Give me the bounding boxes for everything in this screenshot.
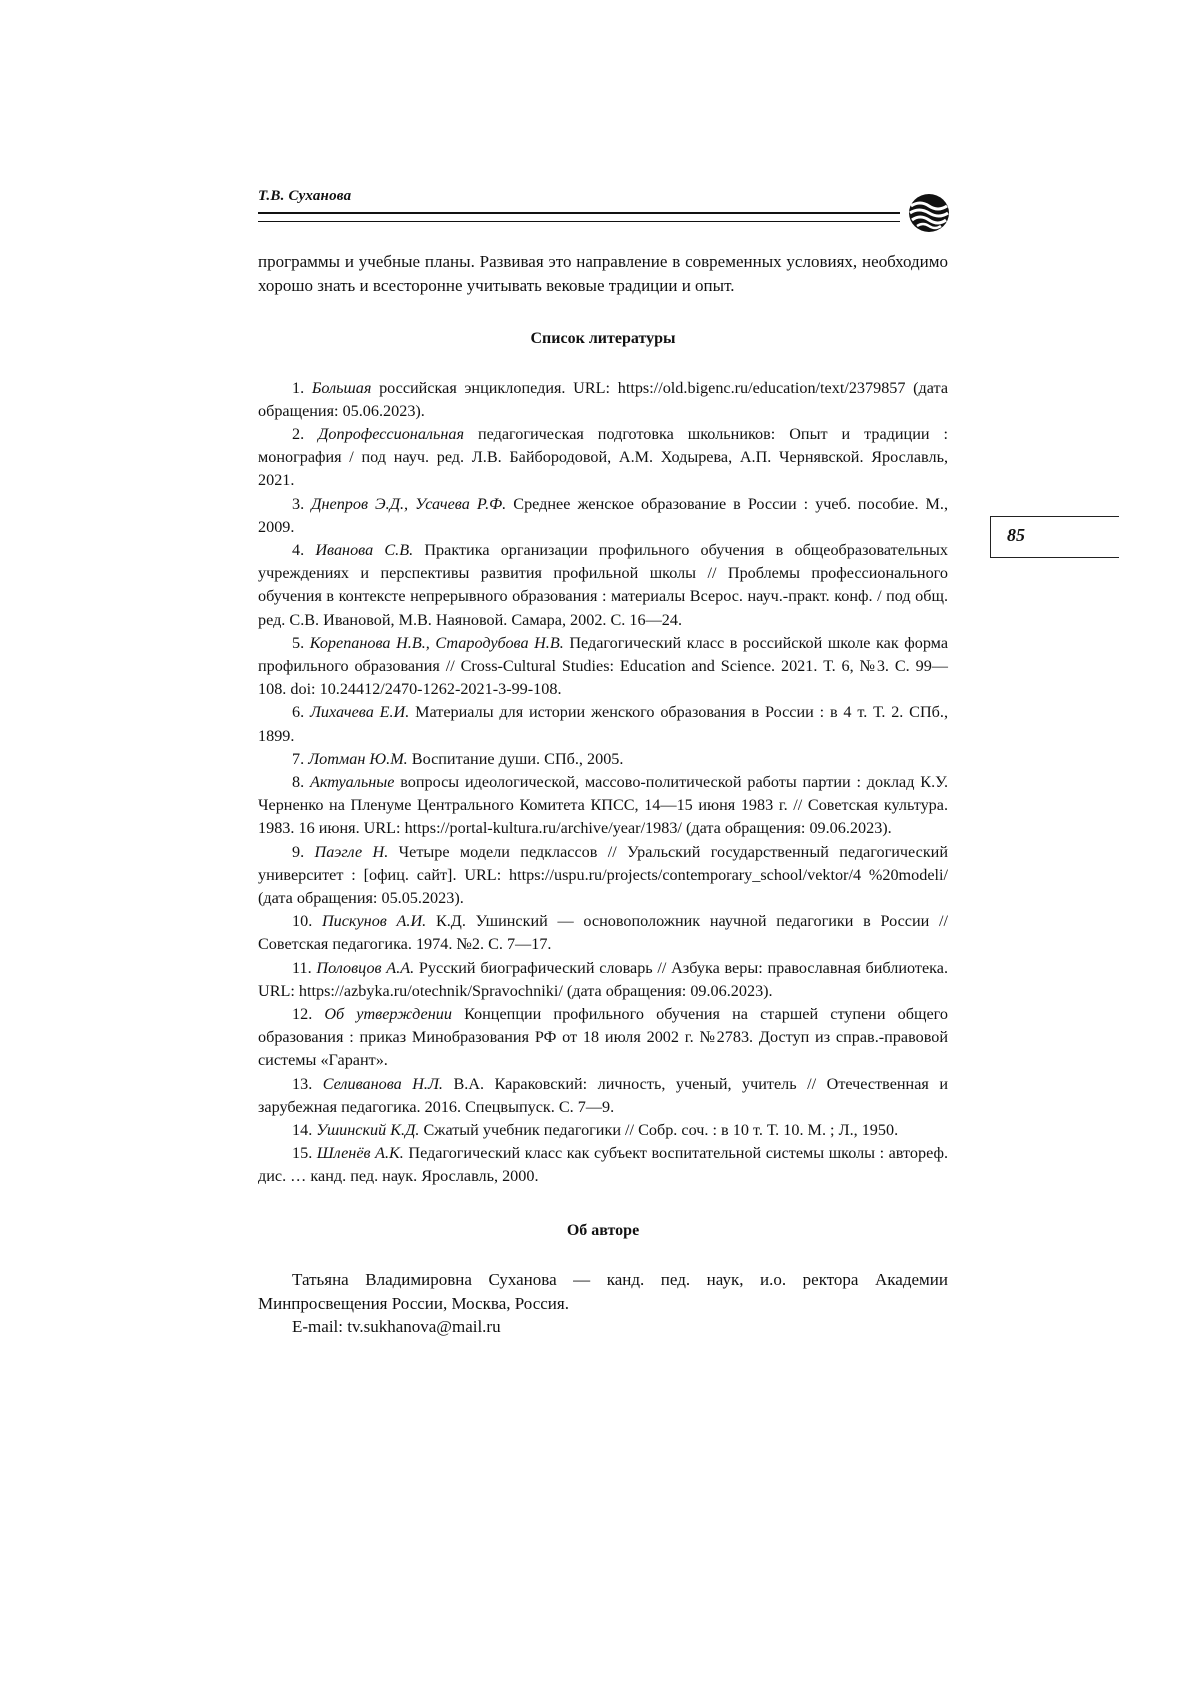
reference-number: 14. — [292, 1121, 313, 1139]
reference-author: Актуальные — [309, 772, 395, 791]
reference-author: Допрофессиональная — [318, 424, 465, 443]
reference-author: Пискунов А.И. — [321, 912, 427, 931]
reference-number: 11. — [292, 958, 312, 977]
reference-author: Шленёв А.К. — [316, 1144, 404, 1163]
reference-author: Лотман Ю.М. — [308, 749, 408, 768]
reference-author: Лихачева Е.И. — [309, 703, 410, 722]
reference-text: Педагогический класс как субъект воспитательной системы школы : автореф. дис. … канд. пед. наук. Ярославль, 2000. — [258, 1144, 948, 1186]
reference-number: 15. — [292, 1144, 313, 1163]
reference-text: В.А. Караковский: личность, ученый, учитель // Отечественная и зарубежная педагогика. 2016. Спецвыпуск. С. 7—9. — [258, 1074, 949, 1116]
reference-author: Паэгле Н. — [314, 842, 389, 861]
reference-text: Сжатый учебник педагогики // Собр. соч. : в 10 т. Т. 10. М. ; Л., 1950. — [423, 1121, 899, 1139]
reference-text: Педагогический класс в российской школе как форма профильного образования // Cross-Cultural Studies: Education and Science. 2021. Т. 6, №3. С. 99—108. doi: 10.24412/2470-1262-2021-3-99-108. — [258, 633, 949, 699]
reference-list — [258, 377, 948, 1189]
reference-number: 2. — [292, 424, 305, 443]
reference-text: Четыре модели педклассов // Уральский государственный педагогический университет : [офиц. сайт]. URL: https://uspu.ru/projects/contemporary_school/vektor/4 %20modeli/ (дата обращения: 05.05.2023). — [258, 842, 949, 907]
reference-number: 12. — [292, 1004, 313, 1023]
reference-author: Большая — [311, 378, 372, 397]
reference-text: Практика организации профильного обучения в общеобразовательных учреждениях и перспективы развития профильной школы // Проблемы профессионального обучения в контексте непрерывного образования : материалы Всерос. науч.-практ. конф. / под общ. ред. С.В. Ивановой, М.В. Наяновой. Самара, 2002. С. 16—24. — [258, 540, 949, 629]
author-email: E-mail: tv.sukhanova@mail.ru — [292, 1317, 501, 1337]
reference-number: 9. — [292, 842, 305, 861]
reference-number: 6. — [292, 703, 305, 722]
reference-text: Концепции профильного обучения на старшей ступени общего образования : приказ Минобразования РФ от 18 июля 2002 г. №2783. Доступ из справ.-правовой системы «Гарант». — [258, 1004, 948, 1070]
wave-globe-icon — [906, 192, 952, 234]
reference-item — [258, 1142, 948, 1188]
reference-item — [258, 957, 948, 1003]
references-title: Список литературы — [530, 330, 676, 347]
reference-number: 7. — [292, 749, 305, 768]
reference-number: 13. — [292, 1074, 313, 1093]
reference-item — [258, 701, 948, 747]
reference-item — [258, 539, 948, 632]
reference-item — [258, 910, 948, 956]
about-author-text: Татьяна Владимировна Суханова — канд. пед. наук, и.о. ректора Академии Минпросвещения России, Москва, Россия. — [258, 1270, 948, 1313]
reference-text: Русский биографический словарь // Азбука веры: православная библиотека. URL: https://azbyka.ru/otechnik/Spravochniki/ (дата обращения: 09.06.2023). — [258, 958, 949, 1000]
reference-text: вопросы идеологической, массово-политической работы партии : доклад К.У. Черненко на Пленуме Центрального Комитета КПСС, 14—15 июня 1983 г. // Советская культура. 1983. 16 июня. URL: https://portal-kultura.ru/archive/year/1983/ (дата обращения: 09.06.2023). — [258, 772, 949, 838]
reference-number: 1. — [292, 378, 305, 397]
reference-number: 3. — [292, 494, 305, 513]
header-rule — [258, 212, 900, 222]
reference-item — [258, 1119, 948, 1142]
reference-item — [258, 1073, 948, 1119]
reference-text: Воспитание души. СПб., 2005. — [411, 749, 624, 768]
reference-author: Селиванова Н.Л. — [322, 1074, 443, 1093]
reference-item — [258, 771, 948, 841]
reference-text: К.Д. Ушинский — основоположник научной педагогики в России // Советская педагогика. 1974. №2. С. 7—17. — [258, 912, 949, 954]
reference-item — [258, 748, 948, 771]
reference-author: Корепанова Н.В., Стародубова Н.В. — [309, 633, 564, 652]
reference-number: 4. — [292, 540, 305, 559]
running-head-author: Т.В. Суханова — [258, 188, 352, 204]
reference-item — [258, 377, 948, 423]
reference-item — [258, 632, 948, 702]
reference-author: Днепров Э.Д., Усачева Р.Ф. — [311, 494, 507, 513]
running-head — [258, 188, 958, 205]
reference-item — [258, 1003, 948, 1073]
reference-item — [258, 841, 948, 911]
reference-number: 8. — [292, 772, 305, 791]
reference-author: Об утверждении — [324, 1004, 452, 1023]
reference-text: российская энциклопедия. URL: https://old.bigenc.ru/education/text/2379857 (дата обращения: 05.06.2023). — [258, 378, 949, 420]
reference-number: 10. — [292, 912, 313, 931]
reference-author: Половцов А.А. — [316, 958, 415, 977]
reference-item — [258, 423, 948, 493]
reference-author: Ушинский К.Д. — [316, 1121, 420, 1139]
reference-text: педагогическая подготовка школьников: Опыт и традиции : монография / под науч. ред. Л.В. Байбородовой, А.М. Ходырева, А.П. Чернявской. Ярославль, 2021. — [258, 424, 949, 490]
page-number: 85 — [1007, 525, 1025, 545]
reference-number: 5. — [292, 633, 305, 652]
page-number-tab — [990, 516, 1119, 558]
reference-item — [258, 493, 948, 539]
intro-paragraph: программы и учебные планы. Развивая это направление в современных условиях, необходимо хорошо знать и всесторонне учитывать вековые традиции и опыт. — [258, 252, 948, 295]
main-content — [258, 250, 948, 1339]
reference-author: Иванова С.В. — [315, 540, 414, 559]
about-author-title: Об авторе — [566, 1221, 640, 1239]
reference-text: Материалы для истории женского образования в России : в 4 т. Т. 2. СПб., 1899. — [258, 703, 949, 745]
reference-text: Среднее женское образование в России : учеб. пособие. М., 2009. — [258, 494, 949, 536]
